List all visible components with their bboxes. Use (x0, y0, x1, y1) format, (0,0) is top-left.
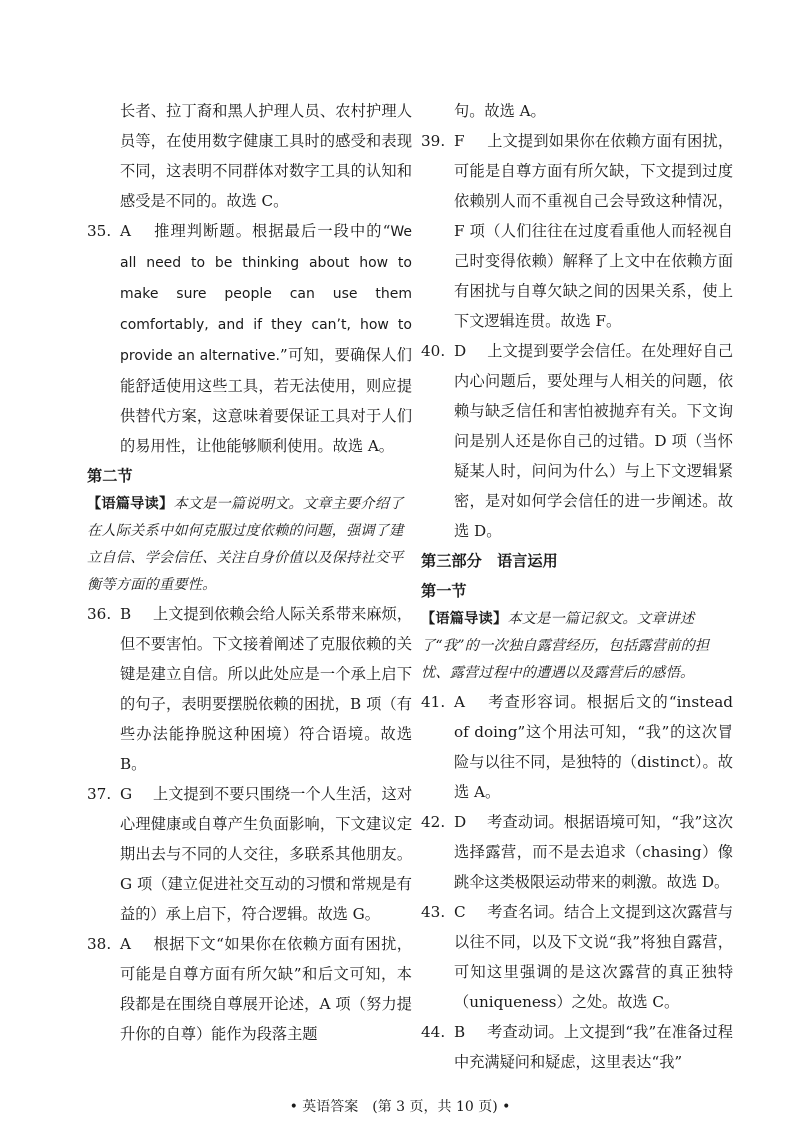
answer-text: 上文提到不要只围绕一个人生活，这对心理健康或自尊产生负面影响，下文建议定期出去与不同的人交往，多联系其他朋友。G 项（建立促进社交互动的习惯和常规是有益的）承上启下，符合逻辑。故选 G。 (120, 785, 412, 923)
section-2-title: 第二节 (87, 467, 133, 485)
q34-continuation: 长者、拉丁裔和黑人护理人员、农村护理人员等，在使用数字健康工具时的感受和表现不同，这表明不同群体对数字工具的认知和感受是不同的。故选 C。 (120, 102, 412, 210)
question-number: 40. (421, 342, 446, 360)
question-number: 41. (421, 693, 446, 711)
answer-38 (87, 929, 412, 1049)
reading-guide-3 (421, 606, 733, 687)
question-number: 39. (421, 132, 446, 150)
left-column (87, 96, 412, 1049)
answer-text-post: ”可知，要确保人们能舒适使用这些工具，若无法使用，则应提供替代方案，这意味着要保证工具对于人们的易用性，让他能够顺利使用。故选 A。 (120, 346, 412, 455)
answer-key: D (454, 342, 467, 360)
answer-40 (421, 336, 733, 546)
question-number: 42. (421, 813, 446, 831)
answer-key: F (454, 132, 465, 150)
answer-37 (87, 779, 412, 929)
answer-text: 考查动词。根据语境可知，“我”这次选择露营，而不是去追求（chasing）像跳伞这类极限运动带来的刺激。故选 D。 (454, 813, 733, 891)
answer-text-pre: 推理判断题。根据最后一段中的“ (153, 222, 391, 240)
question-number: 37. (87, 785, 112, 803)
answer-text: 上文提到依赖会给人际关系带来麻烦，但不要害怕。下文接着阐述了克服依赖的关键是建立自信。所以此处应是一个承上启下的句子，表明要摆脱依赖的困扰，B 项（有些办法能挣脱这种困境）符合语境。故选 B。 (120, 605, 412, 773)
answer-key: C (454, 903, 466, 921)
answer-35 (87, 216, 412, 461)
answer-42 (421, 807, 733, 897)
answer-key: A (120, 222, 131, 240)
answer-key: B (454, 1023, 466, 1041)
answer-text: 上文提到要学会信任。在处理好自己内心问题后，要处理与人相关的问题，依赖与缺乏信任和害怕被抛弃有关。下文询问是别人还是你自己的过错。D 项（当怀疑某人时，问问为什么）与上下文逻辑紧密，是对如何学会信任的进一步阐述。故选 D。 (454, 342, 733, 540)
answer-text: 根据下文“如果你在依赖方面有困扰，可能是自尊方面有所欠缺”和后文可知，本段都是在围绕自尊展开论述，A 项（努力提升你的自尊）能作为段落主题 (120, 935, 412, 1043)
answer-quote-en: We all need to be thinking about how to make sure people can use them comfortably, and if they can’t, how to provide an alternative. (120, 224, 412, 364)
answer-44 (421, 1017, 733, 1077)
page-footer: • 英语答案 (第 3 页，共 10 页) • (289, 1099, 511, 1115)
answer-41 (421, 687, 733, 807)
answer-39 (421, 126, 733, 336)
question-number: 36. (87, 605, 112, 623)
question-number: 43. (421, 903, 446, 921)
guide-text: 本文是一篇说明文。文章主要介绍了在人际关系中如何克服过度依赖的问题，强调了建立自信、学会信任、关注自身价值以及保持社交平衡等方面的重要性。 (87, 496, 404, 593)
guide-label: 【语篇导读】 (87, 496, 174, 512)
answer-key: A (454, 693, 465, 711)
right-column (421, 96, 733, 1077)
guide-text: 本文是一篇记叙文。文章讲述了“我”的一次独自露营经历，包括露营前的担忧、露营过程中的遭遇以及露营后的感悟。 (421, 611, 710, 681)
guide-label: 【语篇导读】 (421, 611, 508, 627)
answer-43 (421, 897, 733, 1017)
question-number: 38. (87, 935, 112, 953)
answer-key: G (120, 785, 133, 803)
question-number: 35. (87, 222, 112, 240)
answer-key: D (454, 813, 467, 831)
question-number: 44. (421, 1023, 446, 1041)
answer-text: 考查形容词。根据后文的“instead of doing”这个用法可知，“我”的这次冒险与以往不同，是独特的（distinct）。故选 A。 (454, 693, 733, 801)
section-1-title: 第一节 (421, 582, 467, 600)
answer-key: A (120, 935, 131, 953)
answer-36 (87, 599, 412, 779)
answer-text: 考查名词。结合上文提到这次露营与以往不同，以及下文说“我”将独自露营，可知这里强调的是这次露营的真正独特（uniqueness）之处。故选 C。 (454, 903, 733, 1011)
answer-text: 考查动词。上文提到“我”在准备过程中充满疑问和疑虑，这里表达“我” (454, 1023, 733, 1071)
part-3-title: 第三部分 语言运用 (421, 552, 558, 570)
reading-guide-2 (87, 491, 412, 599)
answer-text: 上文提到如果你在依赖方面有困扰，可能是自尊方面有所欠缺，下文提到过度依赖别人而不重视自己会导致这种情况，F 项（人们往往在过度看重他人而轻视自己时变得依赖）解释了上文中在依赖方面有困扰与自尊欠缺之间的因果关系，使上下文逻辑连贯。故选 F。 (454, 132, 733, 330)
answer-key: B (120, 605, 132, 623)
q38-continuation: 句。故选 A。 (454, 102, 546, 120)
